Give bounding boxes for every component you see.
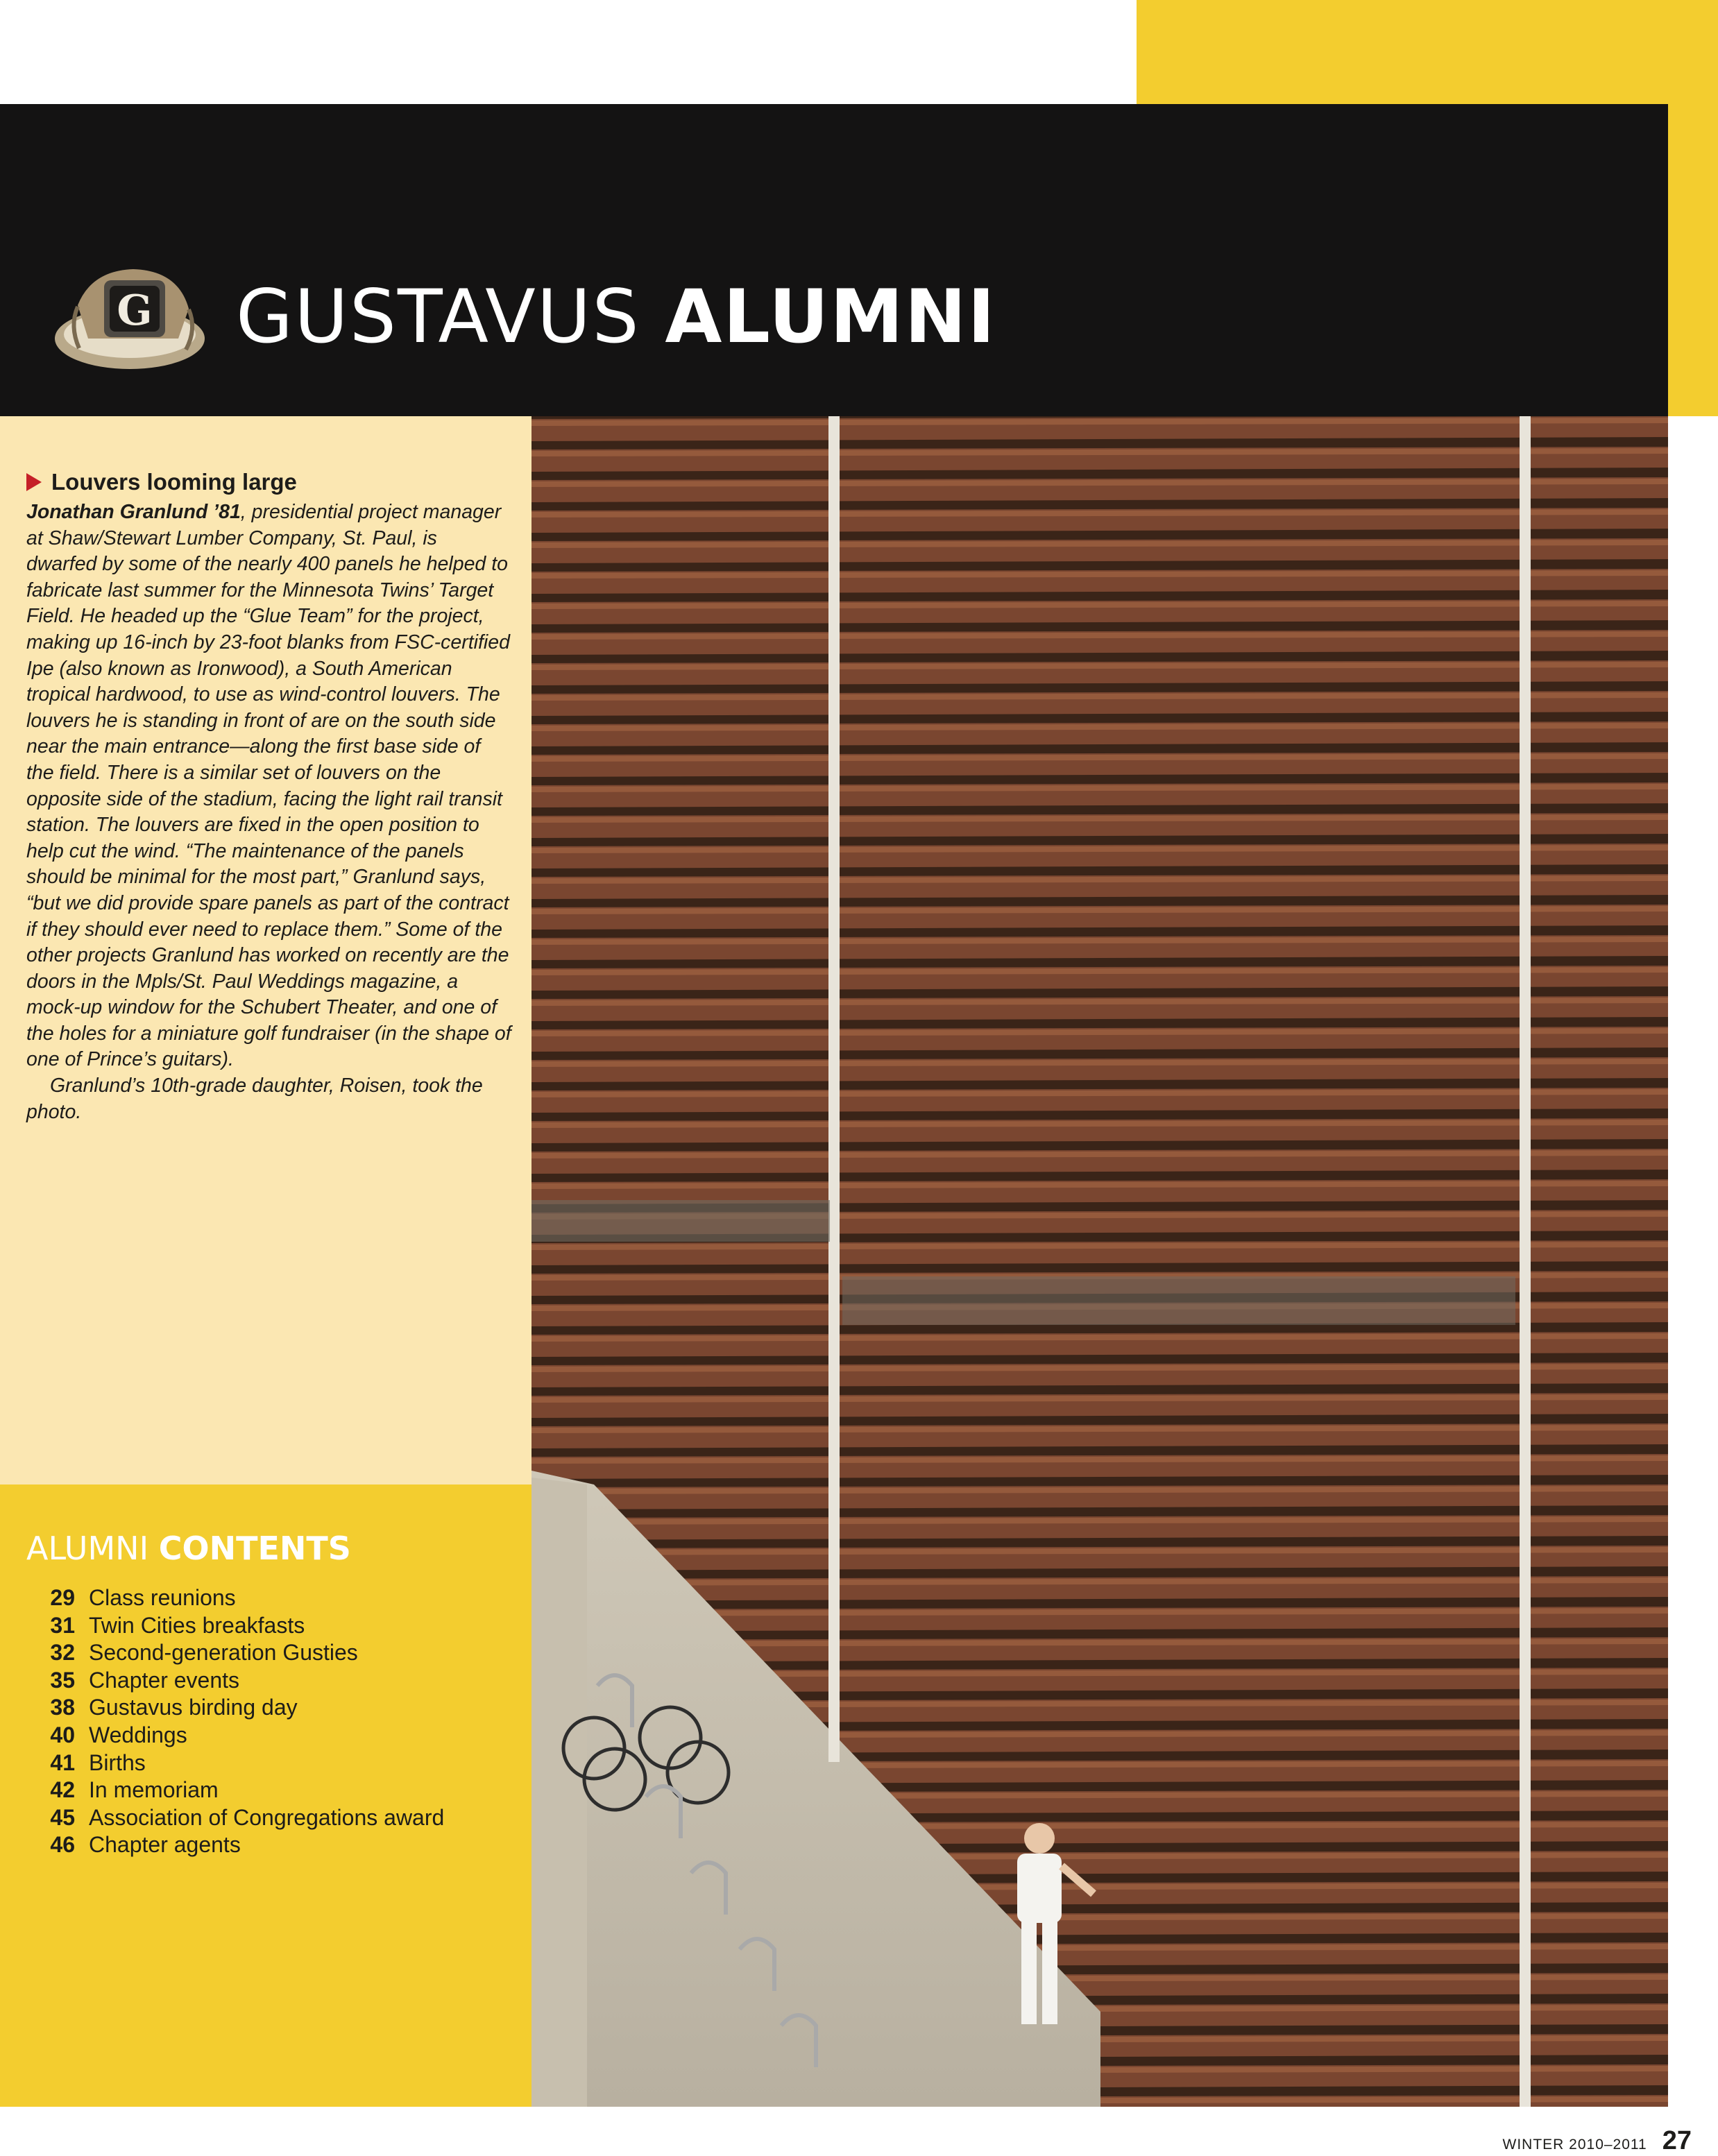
contents-item[interactable] [26, 1722, 444, 1749]
caption-text: , presidential project manager at Shaw/Stewart Lumber Company, St. Paul, is dwarfed by some of the nearly 400 panels he helped to fabricate last summer for the Minnesota Twins’ Target Field. He headed up the “Glue Team” for the project, making up 16-inch by 23-foot blanks from FSC-certified Ipe (also known as Ironwood), a South American tropical hardwood, to use as wind-control louvers. The louvers he is standing in front of are on the south side near the main entrance—along the first base side of the field. There is a similar set of louvers on the opposite side of the stadium, facing the light rail transit station. The louvers are fixed in the open position to help cut the wind. “The maintenance of the panels should be minimal for the most part,” Granlund says, “but we did provide spare panels as part of the contract if they should ever need to replace them.” Some of the other projects Granlund has worked on recently are the doors in the Mpls/St. Paul Weddings magazine, a mock-up window for the Schubert Theater, and one of the holes for a miniature golf fundraiser (in the shape of one of Prince’s guitars). [26, 501, 511, 1071]
contents-label: Second-generation Gusties [89, 1640, 358, 1666]
contents-item[interactable] [26, 1831, 444, 1859]
contents-page-number: 41 [50, 1749, 75, 1775]
contents-label: Gustavus birding day [89, 1695, 298, 1720]
page-number: 27 [1662, 2126, 1692, 2155]
contents-page-number: 31 [50, 1612, 75, 1638]
contents-heading-light: ALUMNI [26, 1530, 149, 1567]
louver-photo [531, 416, 1668, 2107]
contents-label: In memoriam [89, 1777, 219, 1803]
contents-page-number: 46 [50, 1832, 75, 1858]
caption-heading-text: Louvers looming large [51, 469, 297, 495]
title-light: GUSTAVUS [236, 274, 640, 359]
contents-heading [26, 1530, 351, 1567]
contents-item[interactable] [26, 1694, 444, 1722]
contents-list [26, 1584, 444, 1859]
contents-heading-bold: CONTENTS [158, 1530, 351, 1567]
contents-page-number: 42 [50, 1777, 75, 1803]
contents-page-number: 45 [50, 1804, 75, 1830]
photo-credit: Granlund’s 10th-grade daughter, Roisen, took the photo. [26, 1075, 483, 1123]
contents-label: Chapter agents [89, 1832, 241, 1858]
contents-label: Chapter events [89, 1667, 240, 1693]
section-banner [0, 104, 1668, 416]
contents-item[interactable] [26, 1777, 444, 1804]
contents-item[interactable] [26, 1804, 444, 1832]
caption-paragraph [26, 499, 512, 1073]
contents-label: Twin Cities breakfasts [89, 1612, 305, 1638]
contents-page-number: 35 [50, 1667, 75, 1693]
contents-page-number: 40 [50, 1722, 75, 1747]
contents-label: Weddings [89, 1722, 187, 1747]
contents-label: Births [89, 1749, 146, 1775]
caption-body [26, 499, 512, 1125]
ring-letter: G [117, 286, 153, 335]
contents-label: Class reunions [89, 1585, 236, 1610]
page-title [236, 274, 996, 359]
issue-date: WINTER 2010–2011 [1502, 2137, 1647, 2153]
title-bold: ALUMNI [665, 274, 996, 359]
contents-item[interactable] [26, 1639, 444, 1667]
louver-photo-drawing [531, 416, 1668, 2107]
contents-item[interactable] [26, 1584, 444, 1612]
caption-heading [26, 469, 297, 495]
contents-page-number: 38 [50, 1695, 75, 1720]
contents-item[interactable] [26, 1749, 444, 1777]
caption-person-name: Jonathan Granlund ’81 [26, 501, 241, 523]
contents-page-number: 32 [50, 1640, 75, 1666]
folio [1503, 2126, 1692, 2156]
contents-label: Association of Congregations award [89, 1804, 445, 1830]
contents-item[interactable] [26, 1667, 444, 1695]
contents-item[interactable] [26, 1612, 444, 1640]
triangle-bullet-icon [26, 473, 42, 491]
contents-page-number: 29 [50, 1585, 75, 1610]
class-ring-icon [50, 257, 210, 375]
page-margin [1668, 416, 1718, 2155]
